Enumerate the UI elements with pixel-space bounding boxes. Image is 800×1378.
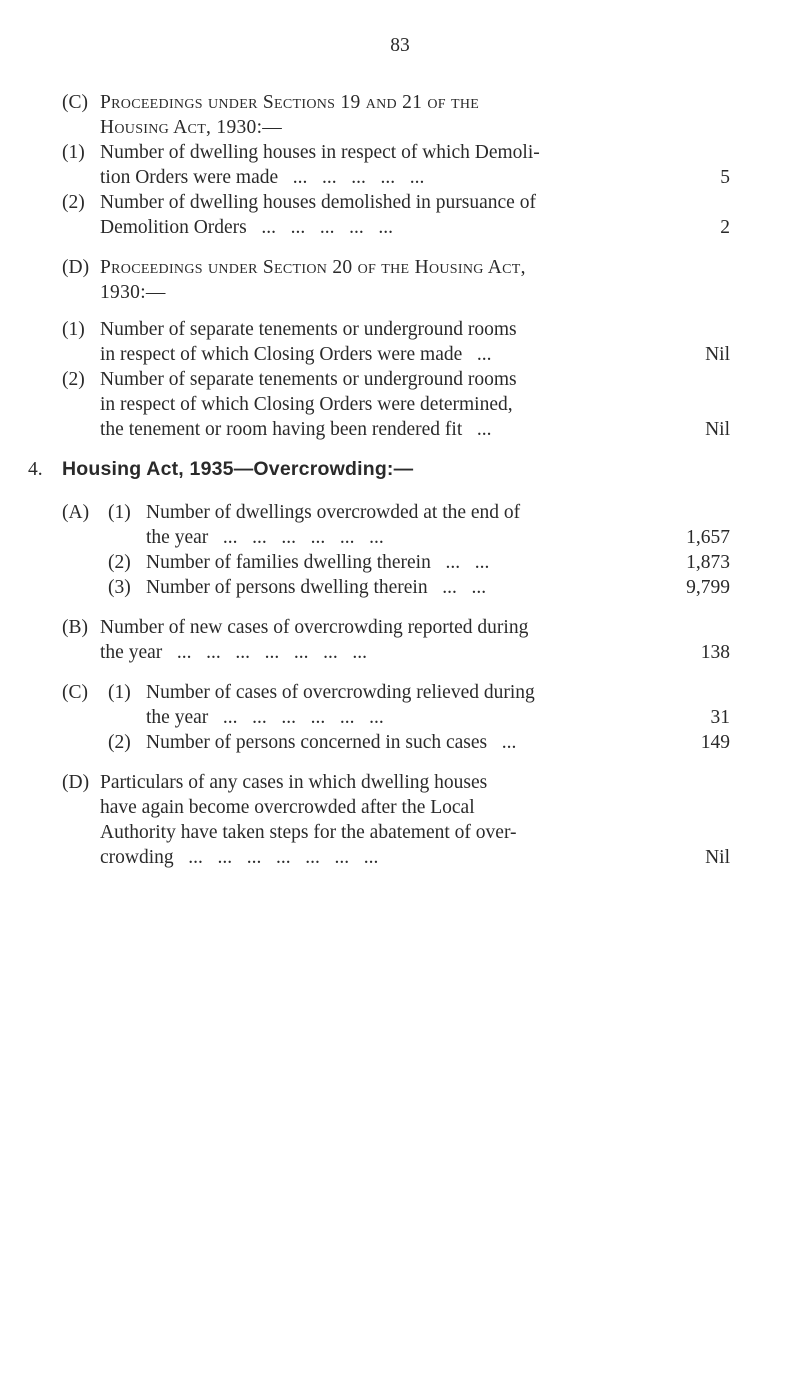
section-d-heading-cont: 1930:— [100,282,166,303]
subsection-b-label: (B) [62,617,88,638]
section-c-label: (C) [62,92,88,113]
item-value: Nil [705,847,730,868]
section-d-label: (D) [62,257,90,278]
section-4-heading: Housing Act, 1935—Overcrowding:— [62,458,414,480]
item-text-cont: the year ... ... ... ... ... ... ... [100,642,368,663]
item-value: Nil [705,419,730,440]
item-value: 149 [700,732,730,753]
item-value: 9,799 [686,577,730,598]
item-number: (1) [108,682,131,703]
subsection-c-label: (C) [62,682,88,703]
section-c-heading: Proceedings under Sections 19 and 21 of the [100,92,480,113]
item-text-cont: the year ... ... ... ... ... ... [146,527,384,548]
item-text-cont: in respect of which Closing Orders were made ... [100,344,492,365]
section-d-heading: Proceedings under Section 20 of the Housing Act, [100,257,526,278]
item-number: (2) [108,732,131,753]
item-text: Number of families dwelling therein ... ... [146,552,490,573]
item-text: Number of dwelling houses in respect of which Demoli- [100,142,540,163]
item-text-cont: have again become overcrowded after the Local [100,797,475,818]
item-value: 138 [700,642,730,663]
item-text-cont: crowding ... ... ... ... ... ... ... [100,847,379,868]
item-number: (2) [62,192,85,213]
item-text: Particulars of any cases in which dwelling houses [100,772,488,793]
item-text: Number of persons concerned in such cases ... [146,732,517,753]
subsection-d-label: (D) [62,772,90,793]
item-value: 2 [720,217,730,238]
item-number: (2) [108,552,131,573]
item-value: 1,657 [686,527,730,548]
item-text-cont: Demolition Orders ... ... ... ... ... [100,217,394,238]
item-value: 31 [710,707,730,728]
item-text: Number of new cases of overcrowding reported during [100,617,529,638]
item-number: (1) [62,319,85,340]
item-number: (1) [108,502,131,523]
item-number: (1) [62,142,85,163]
item-text: Number of separate tenements or underground rooms [100,369,517,390]
item-number: (3) [108,577,131,598]
item-text: Number of dwelling houses demolished in pursuance of [100,192,536,213]
section-c-heading-cont: Housing Act, 1930:— [100,117,283,138]
item-text: Number of persons dwelling therein ... ... [146,577,487,598]
item-value: Nil [705,344,730,365]
item-value: 5 [720,167,730,188]
page-number: 83 [390,35,410,56]
item-text-cont: the year ... ... ... ... ... ... [146,707,384,728]
item-text: Number of separate tenements or underground rooms [100,319,517,340]
item-text: Number of cases of overcrowding relieved during [146,682,535,703]
item-value: 1,873 [686,552,730,573]
item-text-cont: tion Orders were made ... ... ... ... ... [100,167,425,188]
item-text: Number of dwellings overcrowded at the end of [146,502,521,523]
item-text-cont: in respect of which Closing Orders were determined, [100,394,513,415]
item-text-cont: Authority have taken steps for the abatement of over- [100,822,517,843]
section-4-number: 4. [28,459,43,480]
item-number: (2) [62,369,85,390]
item-text-cont: the tenement or room having been rendered fit ... [100,419,492,440]
subsection-a-label: (A) [62,502,90,523]
